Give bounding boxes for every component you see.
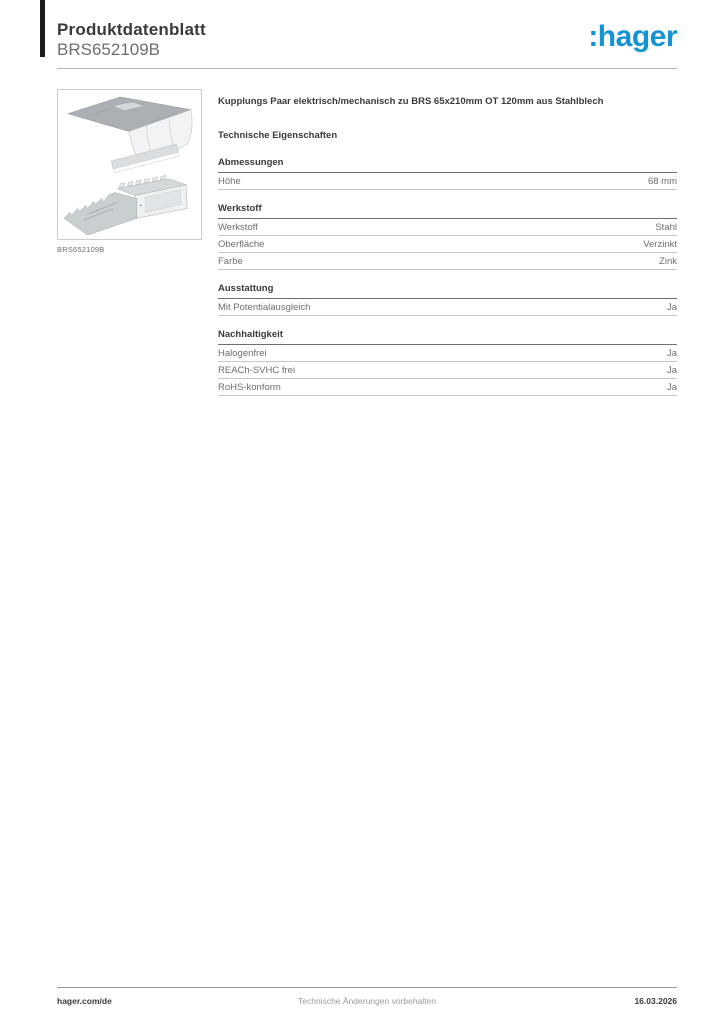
spec-section-title: Werkstoff	[218, 203, 677, 219]
spec-row	[218, 299, 677, 316]
spec-section-title: Nachhaltigkeit	[218, 329, 677, 345]
spec-label: REACh-SVHC frei	[218, 365, 296, 376]
spec-section-title: Abmessungen	[218, 157, 677, 173]
spec-value: Zink	[659, 256, 677, 267]
spec-label: Oberfläche	[218, 239, 265, 250]
document-header	[57, 20, 206, 59]
spec-table	[218, 329, 677, 396]
page-footer	[57, 996, 677, 1008]
product-image	[58, 90, 201, 239]
footer-divider	[57, 987, 677, 988]
spec-label: RoHS-konform	[218, 382, 281, 393]
spec-row	[218, 236, 677, 253]
spec-table	[218, 157, 677, 190]
spec-section-title: Ausstattung	[218, 283, 677, 299]
spec-label: Farbe	[218, 256, 243, 267]
product-reference: BRS652109B	[57, 40, 161, 59]
specs-column	[218, 96, 677, 396]
spec-label: Halogenfrei	[218, 348, 267, 359]
spec-row	[218, 253, 677, 270]
hager-logo: :hager	[588, 20, 677, 53]
header-divider	[57, 68, 677, 69]
spec-label: Höhe	[218, 176, 241, 187]
page-edge-crop-mark	[40, 0, 45, 57]
spec-row	[218, 345, 677, 362]
spec-row	[218, 379, 677, 396]
spec-label: Mit Potentialausgleich	[218, 302, 311, 313]
product-image-caption: BRS652109B	[57, 245, 105, 254]
spec-value: 68 mm	[647, 176, 677, 187]
spec-row	[218, 219, 677, 236]
spec-value: Ja	[666, 365, 677, 376]
spec-value: Ja	[666, 382, 677, 393]
spec-value: Stahl	[655, 222, 677, 233]
spec-value: Ja	[666, 302, 677, 313]
document-title: Produktdatenblatt	[57, 20, 206, 39]
spec-label: Werkstoff	[218, 222, 258, 233]
spec-table	[218, 283, 677, 316]
spec-table	[218, 203, 677, 270]
product-description: Kupplungs Paar elektrisch/mechanisch zu BRS 65x210mm OT 120mm aus Stahlblech	[218, 96, 604, 107]
spec-row	[218, 173, 677, 190]
spec-value: Verzinkt	[643, 239, 677, 250]
spec-tables	[218, 157, 677, 396]
product-image-frame	[57, 89, 202, 240]
technical-properties-heading: Technische Eigenschaften	[218, 130, 338, 141]
footer-website: hager.com/de	[57, 996, 112, 1006]
spec-row	[218, 362, 677, 379]
footer-disclaimer: Technische Änderungen vorbehalten	[298, 996, 436, 1006]
footer-date: 16.03.2026	[634, 996, 677, 1006]
spec-value: Ja	[666, 348, 677, 359]
